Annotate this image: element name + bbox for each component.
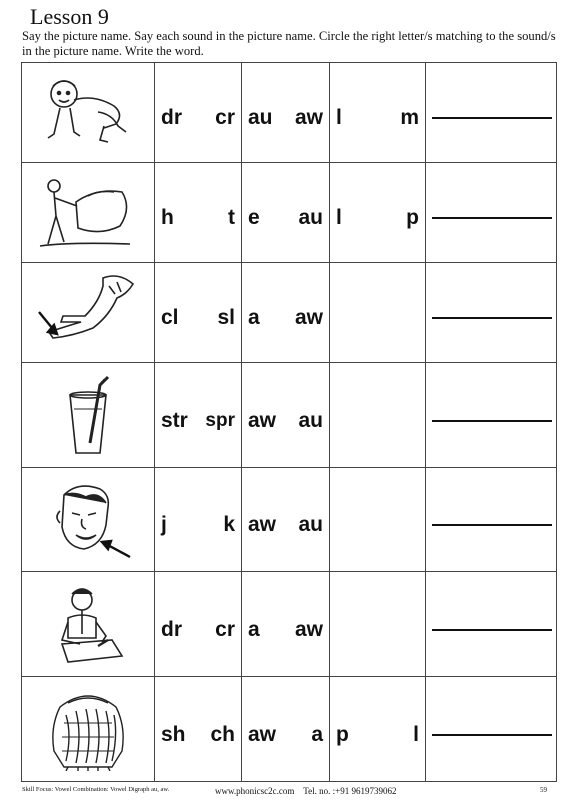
picture-cell: [22, 467, 155, 572]
letter-option[interactable]: dr: [161, 106, 182, 130]
letter-option[interactable]: aw: [248, 723, 277, 747]
man-hauling-sack-icon: [38, 172, 138, 252]
table-row: [22, 262, 557, 362]
letter-option[interactable]: a: [248, 618, 260, 642]
letter-option[interactable]: a: [311, 723, 323, 747]
letter-option[interactable]: sl: [217, 306, 235, 330]
answer-line[interactable]: [432, 420, 552, 422]
letter-option[interactable]: sh: [161, 723, 186, 747]
answer-line[interactable]: [432, 117, 552, 119]
letter-option[interactable]: str: [161, 408, 188, 432]
answer-line[interactable]: [432, 317, 552, 319]
letter-option[interactable]: p: [336, 723, 349, 747]
phone-number: Tel. no. :+91 9619739062: [303, 786, 397, 796]
letter-option[interactable]: a: [248, 306, 260, 330]
letter-option[interactable]: m: [400, 106, 419, 130]
table-row: [22, 63, 557, 163]
vowel-cell: [242, 572, 330, 677]
table-row: [22, 362, 557, 467]
instructions: Say the picture name. Say each sound in the picture name. Circle the right letter/s matching to the sound/s in the picture name. Write the word.: [22, 29, 556, 58]
onset-cell: [155, 467, 242, 572]
lesson-title: Lesson 9: [30, 4, 109, 29]
coda-cell: [330, 63, 426, 163]
onset-cell: [155, 63, 242, 163]
write-cell: [426, 262, 557, 362]
letter-option[interactable]: aw: [294, 306, 323, 330]
table-row: [22, 572, 557, 677]
write-cell: [426, 677, 557, 782]
picture-cell: [22, 572, 155, 677]
page-number: 59: [540, 786, 547, 794]
picture-cell: [22, 162, 155, 262]
vowel-cell: [242, 162, 330, 262]
letter-option[interactable]: au: [298, 206, 323, 230]
shawl-icon: [38, 687, 138, 771]
letter-option[interactable]: aw: [248, 513, 277, 537]
vowel-cell: [242, 362, 330, 467]
onset-cell: [155, 572, 242, 677]
picture-cell: [22, 362, 155, 467]
letter-option[interactable]: ch: [210, 723, 235, 747]
letter-option[interactable]: p: [406, 206, 419, 230]
skill-focus-note: Skill Focus: Vowel Combination: Vowel Digraph au, aw.: [22, 786, 170, 793]
letter-option[interactable]: spr: [205, 409, 235, 431]
table-row: [22, 162, 557, 262]
worksheet-table: [21, 62, 557, 782]
coda-cell: [330, 572, 426, 677]
write-cell: [426, 162, 557, 262]
answer-line[interactable]: [432, 524, 552, 526]
letter-option[interactable]: l: [336, 206, 342, 230]
straw-in-glass-icon: [38, 373, 138, 457]
onset-cell: [155, 162, 242, 262]
letter-option[interactable]: aw: [294, 618, 323, 642]
onset-cell: [155, 262, 242, 362]
answer-line[interactable]: [432, 629, 552, 631]
coda-cell: [330, 162, 426, 262]
answer-line[interactable]: [432, 217, 552, 219]
picture-cell: [22, 677, 155, 782]
letter-option[interactable]: l: [413, 723, 419, 747]
letter-option[interactable]: e: [248, 206, 260, 230]
letter-option[interactable]: l: [336, 106, 342, 130]
letter-option[interactable]: aw: [294, 106, 323, 130]
face-jaw-icon: [38, 477, 138, 561]
baby-crawling-icon: [38, 72, 138, 152]
footer-contact: [215, 786, 396, 796]
letter-option[interactable]: au: [248, 106, 273, 130]
letter-option[interactable]: h: [161, 206, 174, 230]
letter-option[interactable]: au: [298, 408, 323, 432]
coda-cell: [330, 677, 426, 782]
website-link[interactable]: www.phonicsc2c.com: [215, 786, 295, 796]
bird-claw-icon: [33, 272, 143, 352]
write-cell: [426, 467, 557, 572]
letter-option[interactable]: j: [161, 513, 167, 537]
table-row: [22, 467, 557, 572]
table-row: [22, 677, 557, 782]
answer-line[interactable]: [432, 734, 552, 736]
picture-cell: [22, 63, 155, 163]
write-cell: [426, 63, 557, 163]
vowel-cell: [242, 677, 330, 782]
picture-cell: [22, 262, 155, 362]
letter-option[interactable]: cr: [215, 106, 235, 130]
letter-option[interactable]: cl: [161, 306, 179, 330]
vowel-cell: [242, 63, 330, 163]
onset-cell: [155, 677, 242, 782]
letter-option[interactable]: k: [223, 513, 235, 537]
coda-cell: [330, 262, 426, 362]
boy-drawing-icon: [38, 582, 138, 666]
coda-cell: [330, 362, 426, 467]
write-cell: [426, 362, 557, 467]
write-cell: [426, 572, 557, 677]
letter-option[interactable]: dr: [161, 618, 182, 642]
coda-cell: [330, 467, 426, 572]
letter-option[interactable]: t: [228, 206, 235, 230]
letter-option[interactable]: au: [298, 513, 323, 537]
onset-cell: [155, 362, 242, 467]
vowel-cell: [242, 467, 330, 572]
vowel-cell: [242, 262, 330, 362]
letter-option[interactable]: aw: [248, 408, 277, 432]
letter-option[interactable]: cr: [215, 618, 235, 642]
